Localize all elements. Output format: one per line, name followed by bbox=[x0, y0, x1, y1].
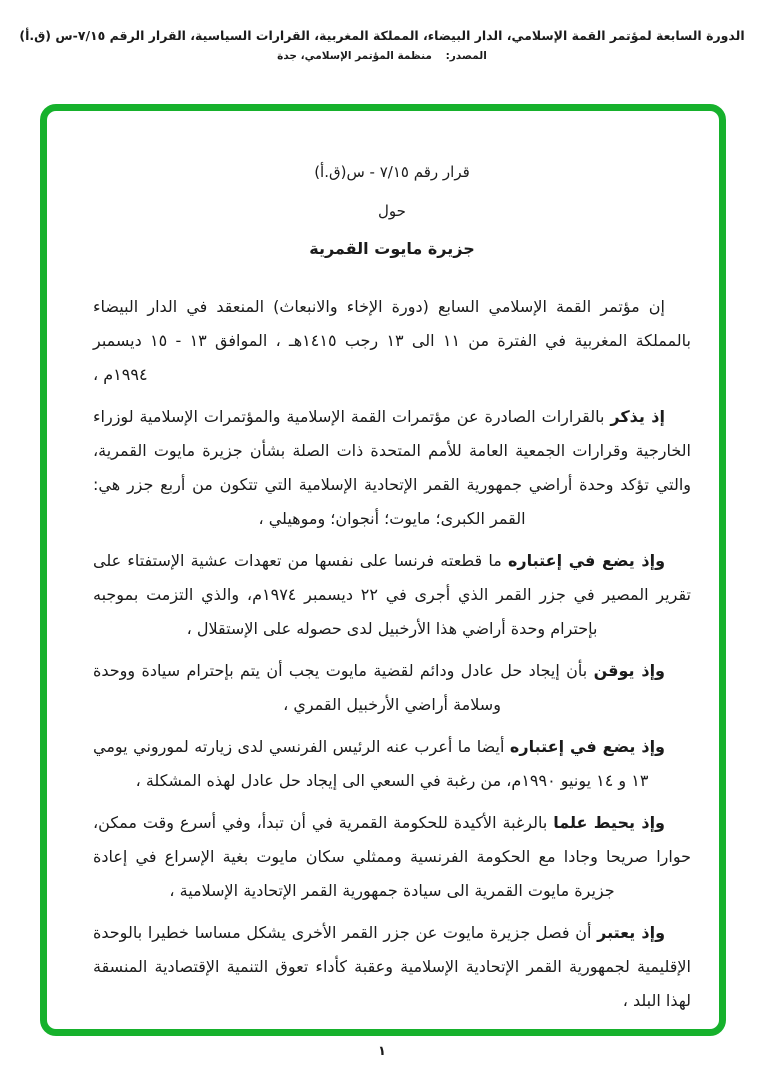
header-citation-line: الدورة السابعة لمؤتمر القمة الإسلامي، الدار البيضاء، المملكة المغربية، القرارات السياسية، القرار الرقم ٧/١٥-س (ق.أ) bbox=[19, 28, 745, 43]
resolution-number: قرار رقم ٧/١٥ - س(ق.أ) bbox=[314, 163, 470, 181]
paragraph-recalling bbox=[93, 400, 691, 536]
paragraph-text: ما قطعته فرنسا على نفسها من تعهدات عشية الإستفتاء على تقرير المصير في جزر القمر الذي أجرى في ٢٢ ديسمبر ١٩٧٤م، والذي التزمت بموجبه بإحترام وحدة أراضي هذا الأرخبيل لدى حصوله على الإستقلال ، bbox=[93, 551, 691, 638]
paragraph-text: بأن إيجاد حل عادل ودائم لقضية مايوت يجب أن يتم بإحترام سيادة ووحدة وسلامة أراضي الأرخبيل القمري ، bbox=[93, 661, 594, 714]
paragraph-lead: وإذ يعتبر bbox=[597, 923, 666, 942]
paragraph-lead: وإذ يضع في إعتباره bbox=[507, 551, 666, 570]
paragraph-considering-president bbox=[93, 730, 691, 798]
paragraph-noting bbox=[93, 806, 691, 908]
source-label: المصدر: bbox=[445, 50, 487, 62]
paragraph-lead: وإذ يضع في إعتباره bbox=[509, 737, 665, 756]
paragraph-text: بالقرارات الصادرة عن مؤتمرات القمة الإسلامية والمؤتمرات الإسلامية لوزراء الخارجية وقرارات الجمعية العامة للأمم المتحدة ذات الصلة بشأن جزيرة مايوت القمرية، والتي تؤكد وحدة أراضي جمهورية القمر الإتحادية الإسلامية التي تتكون من أربع جزر هي: القمر الكبرى؛ مايوت؛ أنجوان؛ وموهيلي ، bbox=[93, 407, 691, 528]
paragraph-convinced bbox=[93, 654, 691, 722]
page-header bbox=[0, 28, 764, 62]
paragraph-considering-france bbox=[93, 544, 691, 646]
paragraph-lead: إذ يذكر bbox=[610, 407, 665, 426]
paragraph-text: أن فصل جزيرة مايوت عن جزر القمر الأخرى يشكل مساسا خطيرا بالوحدة الإقليمية لجمهورية القمر الإتحادية الإسلامية وعقبة كأداء تعوق التنمية الإقتصادية المنسقة لهذا البلد ، bbox=[93, 923, 691, 1010]
paragraph-text: أيضا ما أعرب عنه الرئيس الفرنسي لدى زيارته لموروني يومي ١٣ و ١٤ يونيو ١٩٩٠م، من رغبة في السعي الى إيجاد حل عادل لهذه المشكلة ، bbox=[93, 737, 649, 790]
source-value: منظمة المؤتمر الإسلامي، جدة bbox=[277, 50, 432, 62]
paragraph-text: بالرغبة الأكيدة للحكومة القمرية في أن تبدأ، وفي أسرع وقت ممكن، حوارا صريحا وجادا مع الحكومة الفرنسية وممثلي سكان مايوت بغية الإسراع في إعادة جزيرة مايوت القمرية الى سيادة جمهورية القمر الإتحادية الإسلامية ، bbox=[93, 813, 691, 900]
resolution-title-block bbox=[93, 163, 691, 258]
resolution-about-word: حول bbox=[378, 202, 406, 220]
resolution-subject: جزيرة مايوت القمرية bbox=[309, 239, 475, 258]
document-content bbox=[93, 163, 691, 1026]
paragraph-preamble bbox=[93, 290, 691, 392]
header-source-line bbox=[0, 50, 764, 62]
paragraph-lead: وإذ يوقن bbox=[593, 661, 666, 680]
paragraph-text: إن مؤتمر القمة الإسلامي السابع (دورة الإخاء والانبعاث) المنعقد في الدار البيضاء بالمملكة المغربية في الفترة من ١١ الى ١٣ رجب ١٤١٥هـ ، الموافق ١٣ - ١٥ ديسمبر ١٩٩٤م ، bbox=[93, 297, 692, 384]
paragraph-lead: وإذ يحيط علما bbox=[553, 813, 665, 832]
page-number: ١ bbox=[378, 1044, 386, 1059]
document-frame bbox=[40, 104, 726, 1036]
paragraph-considering-separation bbox=[93, 916, 691, 1018]
